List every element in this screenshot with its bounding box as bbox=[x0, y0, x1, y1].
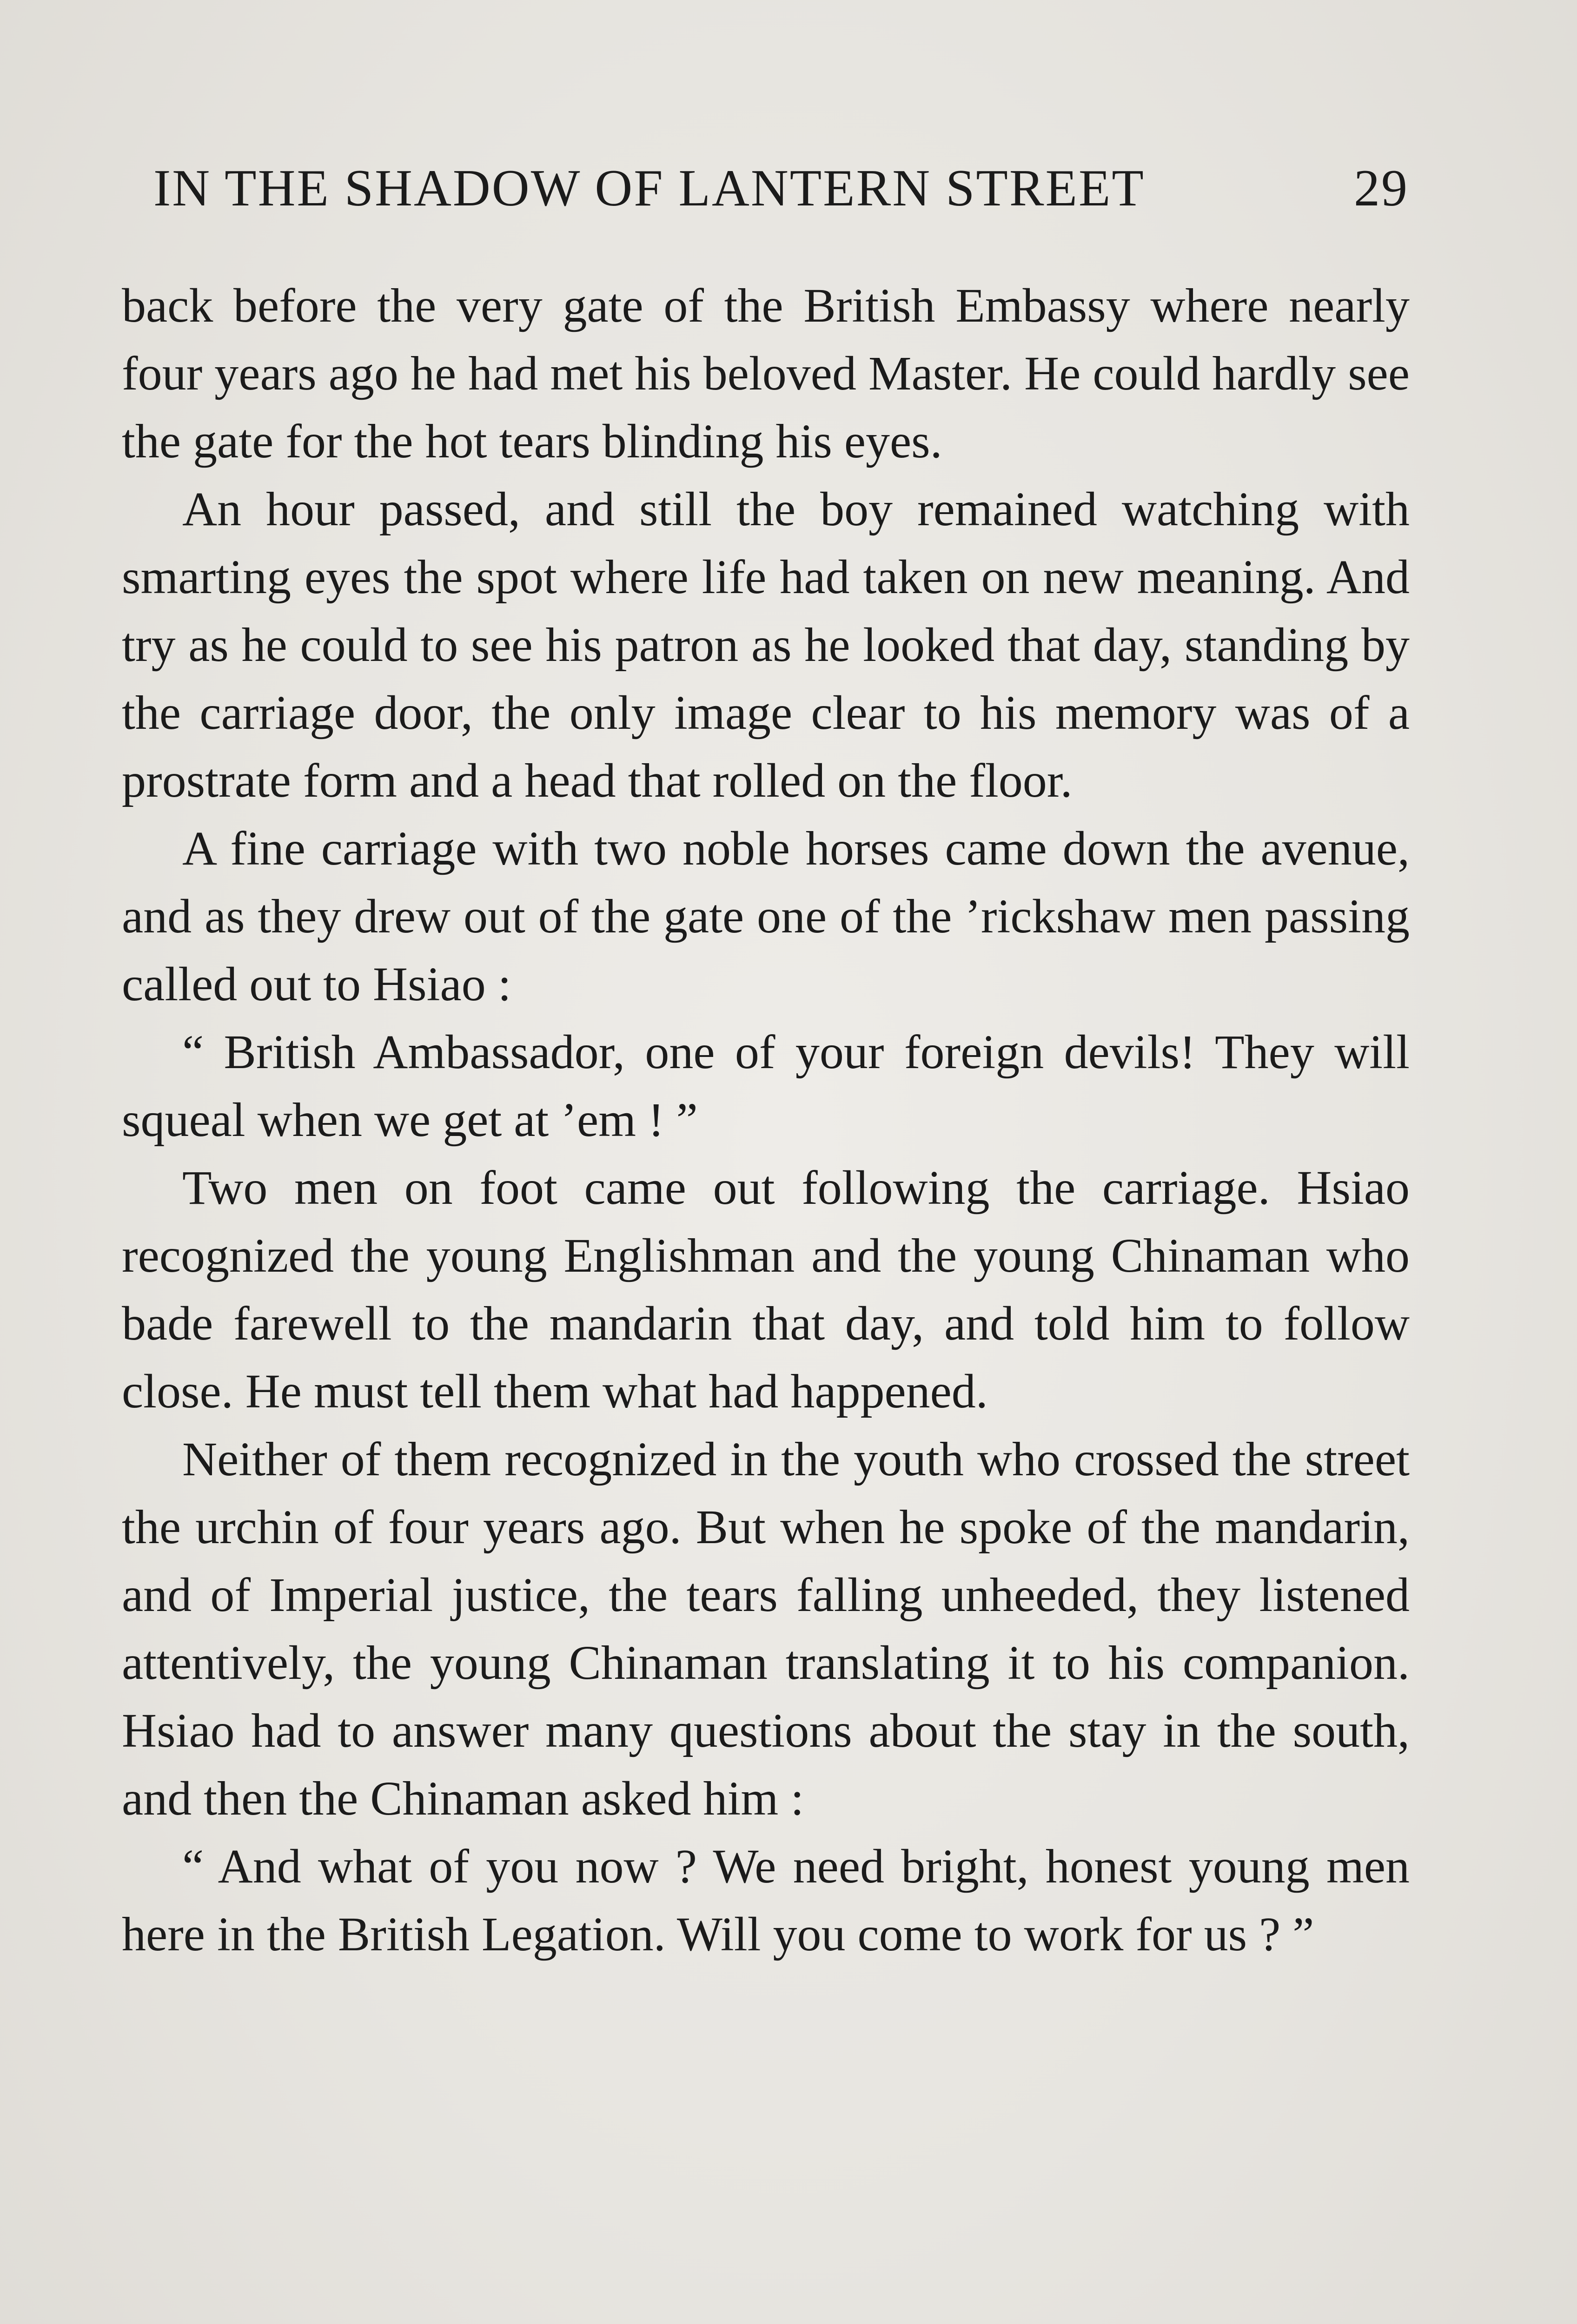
body-text bbox=[122, 272, 1410, 1968]
paragraph: Two men on foot came out following the carriage. Hsiao recognized the young Englishman and the young Chinaman who bade farewell to the mandarin that day, and told him to follow close. He must tell them what had happened. bbox=[122, 1161, 1410, 1418]
paragraph-quote: “ And what of you now ? We need bright, honest young men here in the British Legation. Will you come to work for us ? ” bbox=[122, 1840, 1410, 1961]
paragraph: An hour passed, and still the boy remained watching with smarting eyes the spot where life had taken on new meaning. And try as he could to see his patron as he looked that day, standing by the carriage door, the only image clear to his memory was of a prostrate form and a head that rolled on the floor. bbox=[122, 482, 1410, 807]
running-title: IN THE SHADOW OF LANTERN STREET bbox=[153, 159, 1145, 217]
paragraph-continued: back before the very gate of the British Embassy where nearly four years ago he had met his beloved Master. He could hardly see the gate for the hot tears blinding his eyes. bbox=[122, 279, 1410, 468]
running-head bbox=[153, 153, 1409, 223]
paragraph-quote: “ British Ambassador, one of your foreign devils! They will squeal when we get at ’em ! ” bbox=[122, 1025, 1410, 1147]
paragraph: Neither of them recognized in the youth who crossed the street the urchin of four years ago. But when he spoke of the mandarin, and of Imperial justice, the tears falling unheeded, they listened attentively, the young Chinaman translating it to his companion. Hsiao had to answer many questions about the stay in the south, and then the Chinaman asked him : bbox=[122, 1433, 1410, 1825]
paragraph: A fine carriage with two noble horses came down the avenue, and as they drew out of the gate one of the ’rickshaw men passing called out to Hsiao : bbox=[122, 822, 1410, 1011]
page-number: 29 bbox=[1354, 159, 1409, 217]
